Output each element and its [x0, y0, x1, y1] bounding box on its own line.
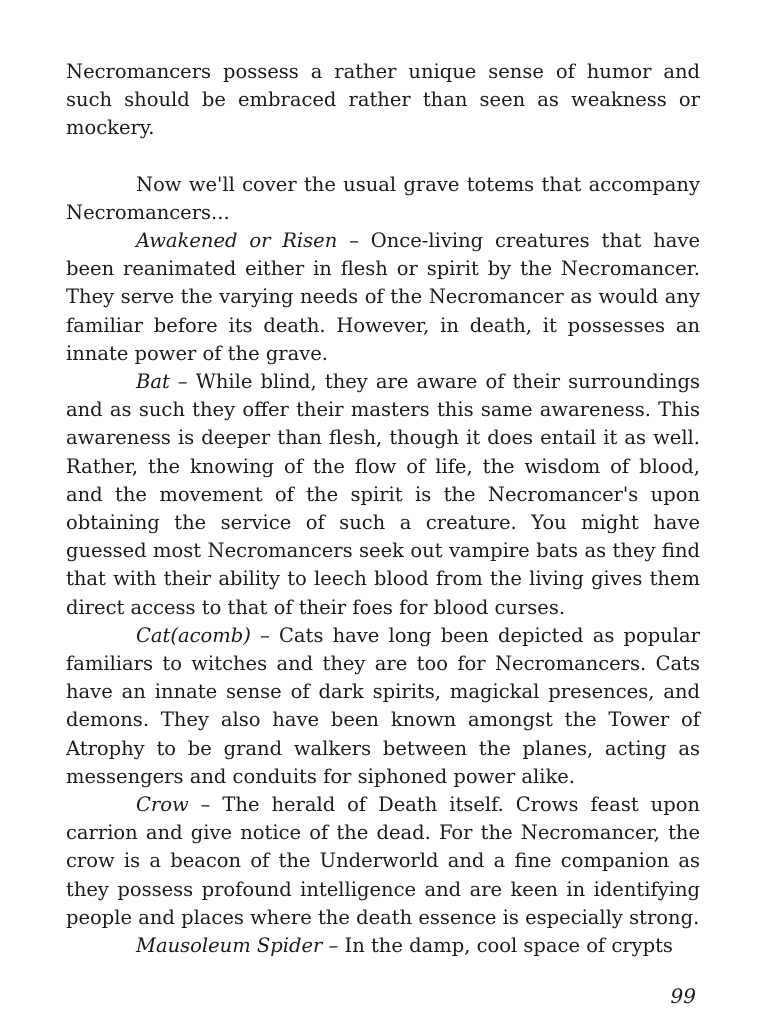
entry-term: Mausoleum Spider	[136, 934, 323, 958]
entry-text: – Once-living creatures that have been reanimated either in flesh or spirit by the Necromancer. They serve the varying needs of the Necromancer as would any familiar before its death. However, in death, it possesses an innate power of the grave.	[66, 229, 700, 365]
paragraph-humor	[66, 58, 700, 143]
entry-awakened	[66, 227, 700, 368]
entry-cat	[66, 622, 700, 791]
entry-mausoleum-spider	[66, 932, 700, 960]
entry-term: Bat	[136, 370, 170, 394]
entry-text: – In the damp, cool space of crypts	[322, 934, 673, 958]
entry-crow	[66, 791, 700, 932]
entry-term: Crow	[136, 793, 189, 817]
page-number: 99	[670, 984, 696, 1008]
paragraph-text: Necromancers possess a rather unique sense of humor and such should be embraced rather than seen as weakness or mockery.	[66, 60, 700, 140]
paragraph-text: Now we'll cover the usual grave totems that accompany Necromancers...	[66, 172, 700, 224]
page-body	[66, 58, 700, 960]
entry-text: – The herald of Death itself. Crows feast upon carrion and give notice of the dead. For the Necromancer, the crow is a beacon of the Underworld and a fine companion as they possess profound intelligence and are keen in identifying people and places where the death essence is especially strong.	[66, 793, 700, 929]
paragraph-gap	[66, 143, 700, 171]
entry-text: – While blind, they are aware of their surroundings and as such they offer their masters this same awareness. This awareness is deeper than flesh, though it does entail it as well. Rather, the knowing of the flow of life, the wisdom of blood, and the movement of the spirit is the Necromancer's upon obtaining the service of such a creature. You might have guessed most Necromancers seek out vampire bats as they find that with their ability to leech blood from the living gives them direct access to that of their foes for blood curses.	[66, 370, 700, 619]
entry-bat	[66, 368, 700, 622]
entry-term: Cat(acomb)	[136, 623, 251, 647]
entry-text: – Cats have long been depicted as popular familiars to witches and they are too for Necromancers. Cats have an innate sense of dark spirits, magickal presences, and demons. They also have been known amongst the Tower of Atrophy to be grand walkers between the planes, acting as messengers and conduits for siphoned power alike.	[66, 623, 700, 788]
paragraph-intro	[66, 171, 700, 227]
entry-term: Awakened or Risen	[136, 229, 338, 253]
